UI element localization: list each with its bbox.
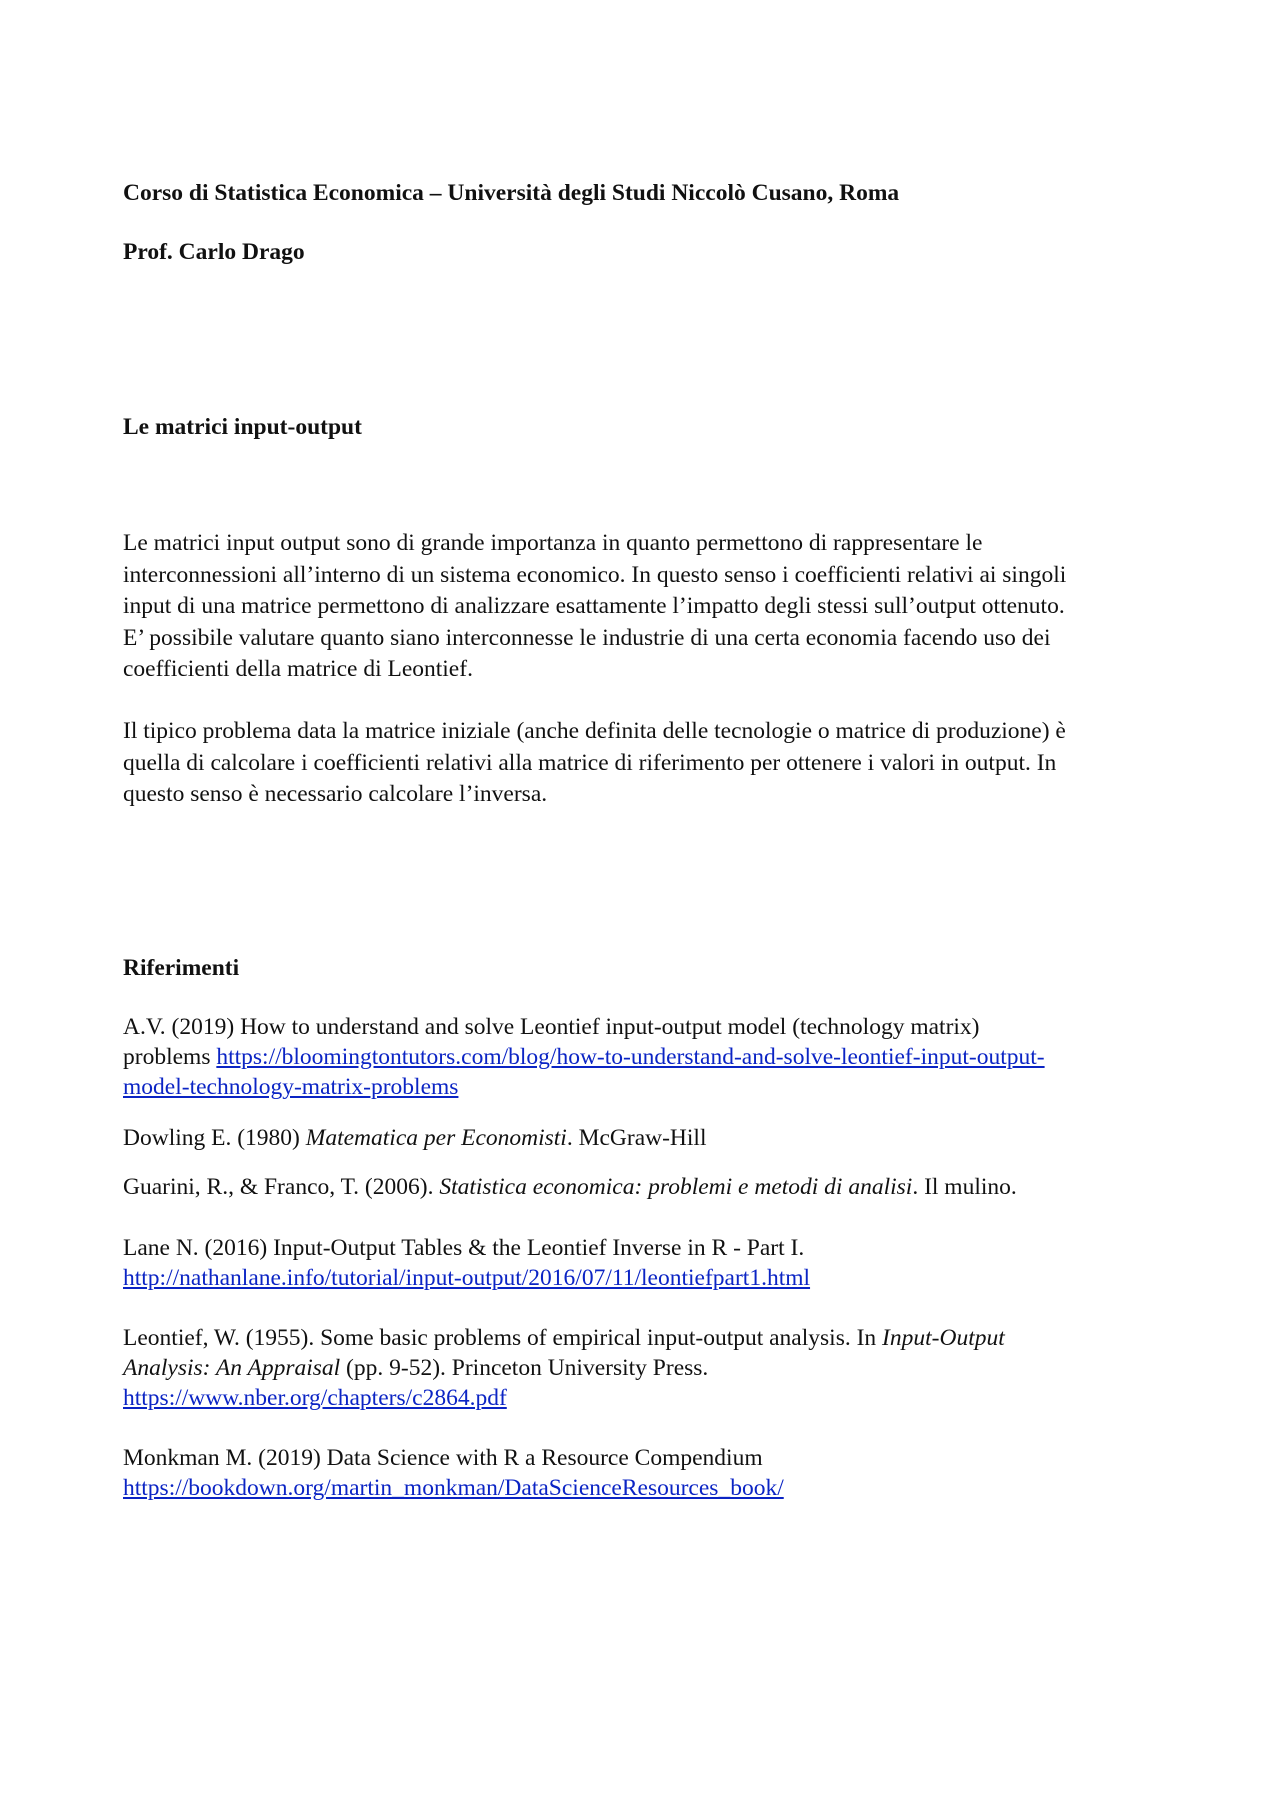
reference-text: Monkman M. (2019) Data Science with R a Resource Compendium: [123, 1445, 763, 1471]
paragraph-line: interconnessioni all’interno di un sistema economico. In questo senso i coefficienti relativi ai singoli: [123, 561, 1067, 588]
paragraph-line: Le matrici input output sono di grande importanza in quanto permettono di rappresentare le: [123, 530, 983, 556]
section-title: Le matrici input-output: [123, 414, 362, 440]
reference-line: [123, 1072, 1163, 1102]
reference-title: Statistica economica: problemi e metodi di analisi: [439, 1174, 913, 1200]
reference-text: Lane N. (2016) Input-Output Tables & the Leontief Inverse in R - Part I.: [123, 1235, 805, 1261]
reference-title: Analysis: An Appraisal: [123, 1355, 341, 1381]
reference-av-2019: [123, 1012, 1163, 1102]
reference-line: [123, 1473, 1163, 1503]
reference-text: Dowling E. (1980): [123, 1125, 306, 1151]
reference-line: [123, 1123, 1163, 1153]
reference-text: A.V. (2019) How to understand and solve Leontief input-output model (technology matrix): [123, 1014, 980, 1040]
reference-text: (pp. 9-52). Princeton University Press.: [340, 1355, 709, 1381]
reference-text: . McGraw-Hill: [566, 1125, 707, 1151]
reference-text: problems: [123, 1044, 217, 1070]
reference-line: [123, 1353, 1163, 1383]
reference-title: Matematica per Economisti: [305, 1125, 567, 1151]
reference-link-bloomington[interactable]: https://bloomingtontutors.com/blog/how-to-understand-and-solve-leontief-input-output-: [216, 1044, 1045, 1070]
reference-monkman-2019: [123, 1443, 1163, 1503]
references-title: Riferimenti: [123, 955, 240, 981]
reference-line: [123, 1323, 1163, 1353]
reference-link-bookdown[interactable]: https://bookdown.org/martin_monkman/DataScienceResources_book/: [123, 1475, 784, 1501]
reference-title: Input-Output: [882, 1325, 1005, 1351]
reference-dowling-1980: [123, 1123, 1163, 1153]
reference-line: [123, 1263, 1163, 1293]
reference-text: Guarini, R., & Franco, T. (2006).: [123, 1174, 440, 1200]
reference-leontief-1955: [123, 1323, 1163, 1413]
paragraph-line: coefficienti della matrice di Leontief.: [123, 656, 473, 682]
course-heading: Corso di Statistica Economica – Università degli Studi Niccolò Cusano, Roma: [123, 180, 900, 206]
reference-text: . Il mulino.: [912, 1174, 1017, 1200]
reference-lane-2016: [123, 1233, 1163, 1293]
paragraph-line: input di una matrice permettono di analizzare esattamente l’impatto degli stessi sull’output ottenuto.: [123, 593, 1065, 619]
reference-text: Leontief, W. (1955). Some basic problems of empirical input-output analysis. In: [123, 1325, 883, 1351]
professor-name: Prof. Carlo Drago: [123, 239, 305, 265]
reference-link-nathanlane[interactable]: http://nathanlane.info/tutorial/input-output/2016/07/11/leontiefpart1.html: [123, 1265, 811, 1291]
paragraph-line: Il tipico problema data la matrice iniziale (anche definita delle tecnologie o matrice di produzione) è: [123, 718, 1066, 744]
reference-line: [123, 1042, 1163, 1072]
reference-line: [123, 1172, 1163, 1202]
reference-link-nber[interactable]: https://www.nber.org/chapters/c2864.pdf: [123, 1385, 507, 1411]
reference-link-bloomington-cont[interactable]: model-technology-matrix-problems: [123, 1074, 459, 1100]
paragraph-line: quella di calcolare i coefficienti relativi alla matrice di riferimento per ottenere i valori in output. In: [123, 749, 1057, 776]
paragraph-intro: [123, 528, 1163, 686]
reference-guarini-2006: [123, 1172, 1163, 1202]
paragraph-line: E’ possibile valutare quanto siano interconnesse le industrie di una certa economia facendo uso dei: [123, 624, 1051, 651]
reference-line: [123, 1383, 1163, 1413]
paragraph-problem: [123, 716, 1163, 811]
paragraph-line: questo senso è necessario calcolare l’inversa.: [123, 781, 548, 807]
